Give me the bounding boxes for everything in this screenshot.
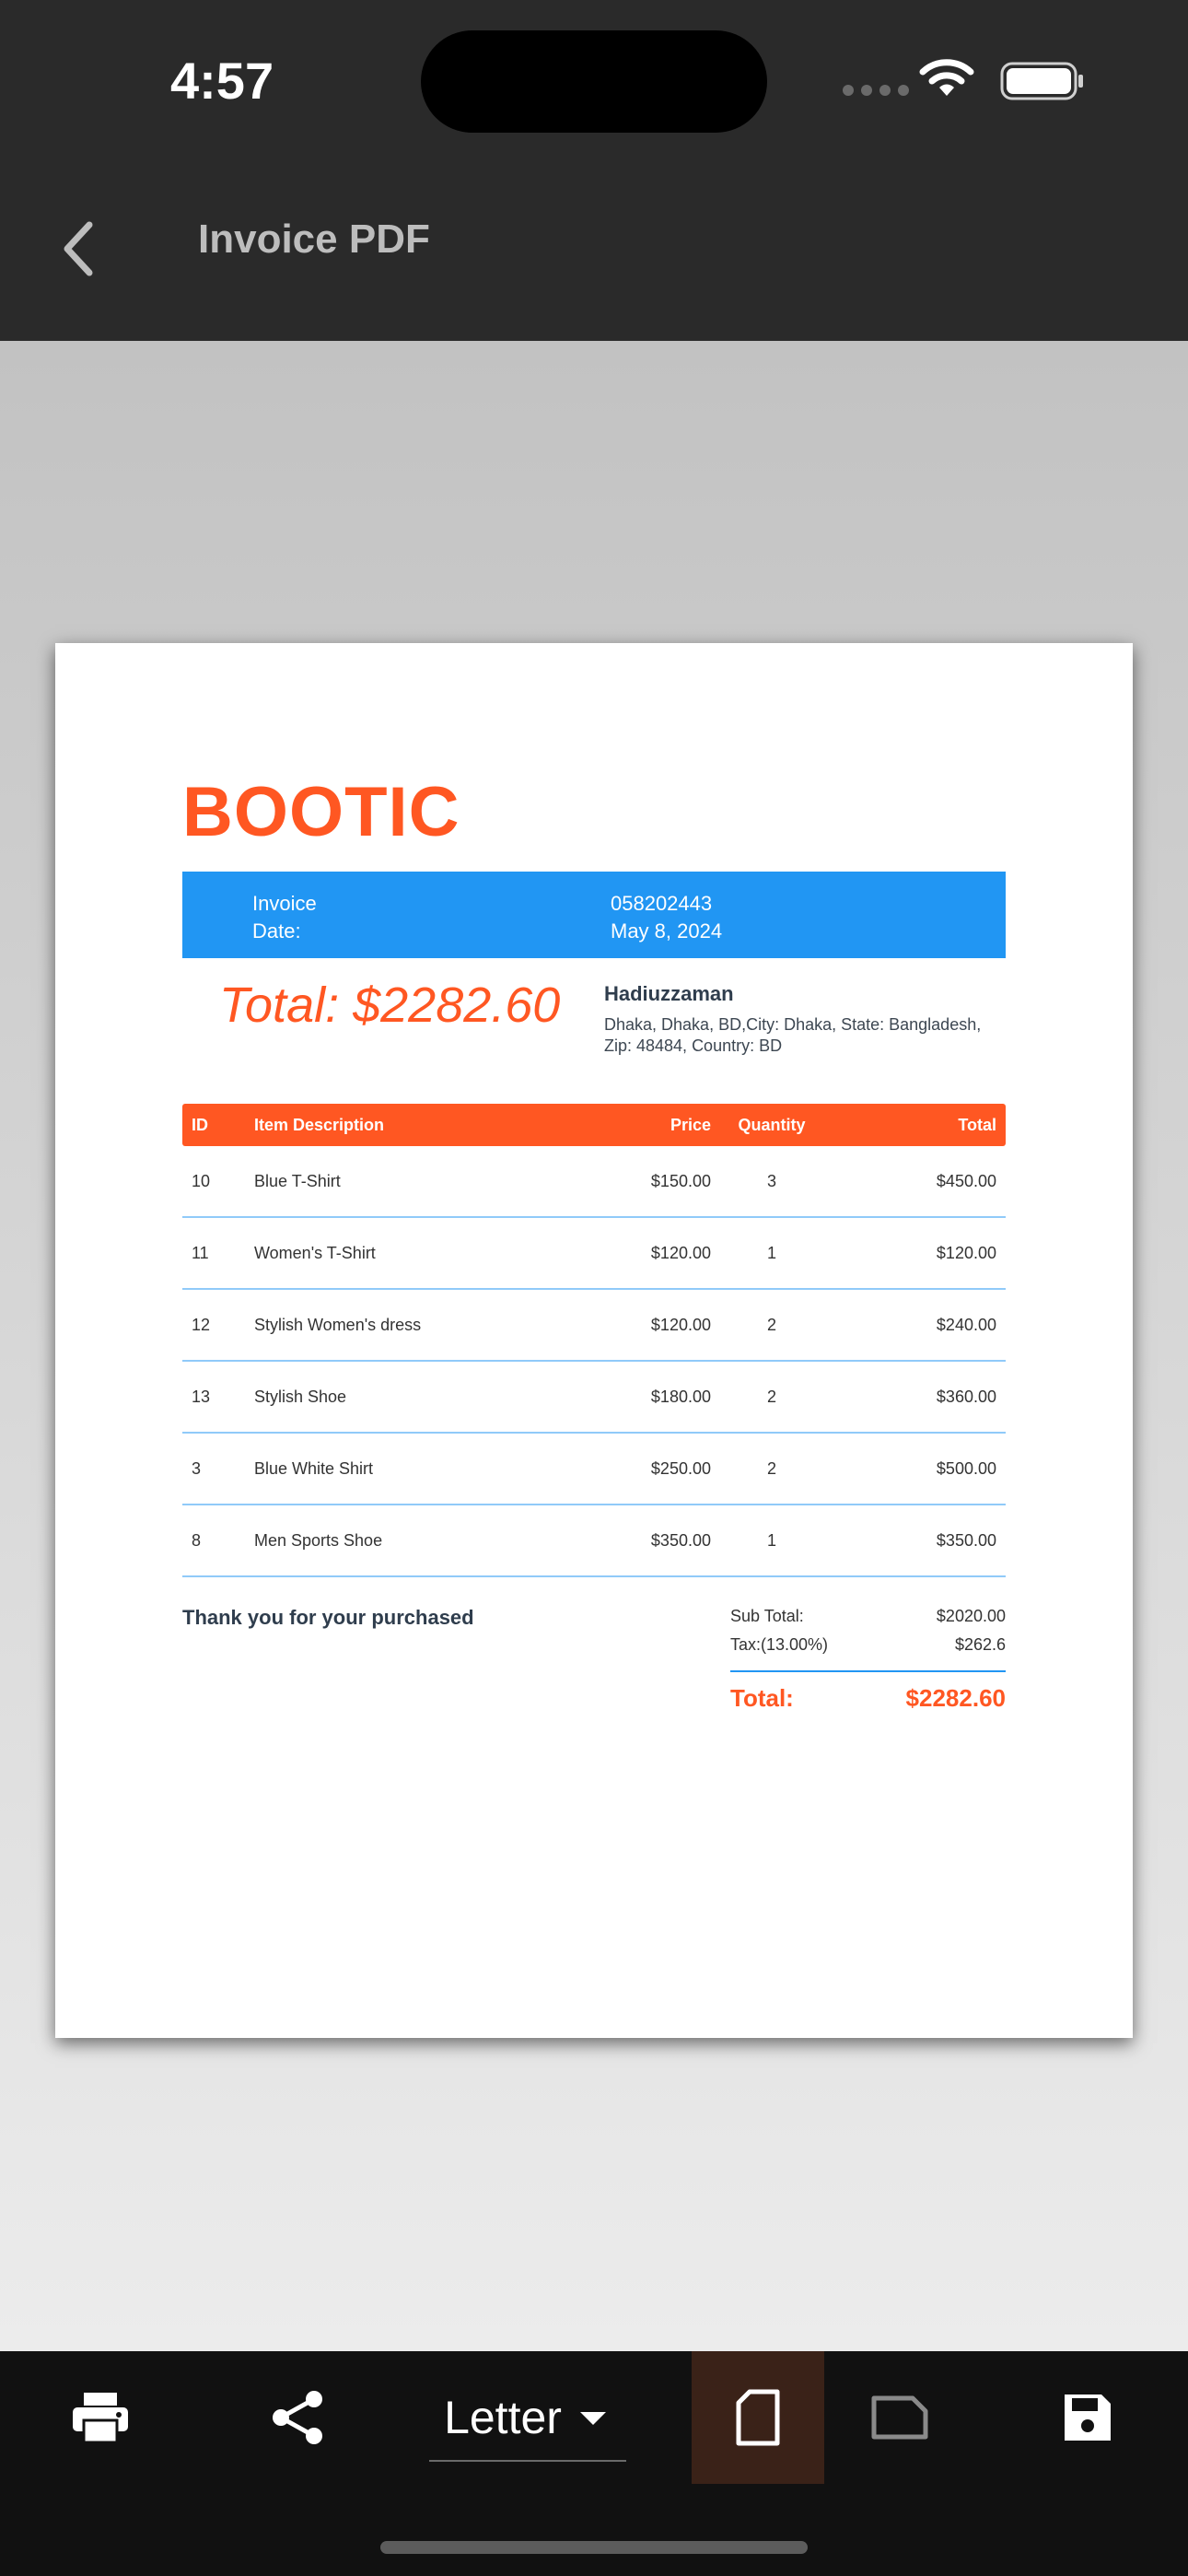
row-total: $240.00 (936, 1315, 996, 1334)
row-quantity: 2 (766, 1387, 776, 1406)
chevron-down-icon (575, 2408, 611, 2427)
format-underline (429, 2460, 626, 2462)
row-total: $360.00 (936, 1387, 996, 1406)
row-id: 10 (192, 1171, 211, 1190)
row-description: Stylish Women's dress (254, 1315, 422, 1334)
row-total: $120.00 (936, 1243, 996, 1262)
row-id: 11 (192, 1243, 209, 1262)
header-total: Total (958, 1115, 996, 1134)
battery-icon (1000, 62, 1085, 100)
row-id: 3 (192, 1458, 202, 1478)
row-description: Stylish Shoe (254, 1387, 347, 1406)
row-description: Blue White Shirt (254, 1458, 374, 1478)
grand-total-value: $2282.60 (905, 1684, 1006, 1712)
invoice-number: 058202443 (611, 892, 713, 915)
subtotal-label: Sub Total: (730, 1607, 804, 1625)
tax-label: Tax:(13.00%) (730, 1635, 829, 1654)
table-row (182, 1362, 1006, 1434)
items-table (182, 1104, 1006, 1577)
header-id: ID (192, 1115, 208, 1134)
invoice-info-band (182, 872, 1006, 958)
table-row (182, 1434, 1006, 1505)
page-format-value: Letter (444, 2392, 562, 2443)
row-quantity: 1 (766, 1530, 776, 1550)
chevron-left-icon (60, 219, 97, 278)
table-row (182, 1146, 1006, 1218)
row-price: $350.00 (650, 1530, 711, 1550)
table-row (182, 1218, 1006, 1290)
cellular-signal-icon (843, 85, 909, 96)
pdf-page (55, 643, 1133, 2038)
grand-total-label: Total: (730, 1684, 794, 1712)
customer-name: Hadiuzzaman (604, 982, 734, 1005)
invoice-label: Invoice (252, 892, 317, 915)
pdf-toolbar (0, 2351, 1188, 2576)
invoice-values (611, 890, 722, 945)
row-quantity: 3 (766, 1171, 776, 1190)
back-button[interactable] (46, 207, 111, 290)
status-time: 4:57 (170, 52, 274, 110)
print-button[interactable] (48, 2351, 153, 2484)
printer-icon (71, 2391, 130, 2444)
landscape-button[interactable] (833, 2351, 966, 2484)
row-price: $120.00 (650, 1315, 711, 1334)
save-button[interactable] (1035, 2351, 1140, 2484)
invoice-labels (252, 890, 317, 945)
row-quantity: 2 (766, 1458, 776, 1478)
share-button[interactable] (245, 2351, 350, 2484)
table-header (182, 1104, 1006, 1146)
app-bar (0, 157, 1188, 341)
status-bar (0, 0, 1188, 157)
portrait-page-icon (735, 2389, 781, 2446)
dynamic-island (421, 30, 767, 133)
total-headline: Total: $2282.60 (219, 978, 561, 1033)
share-icon (270, 2389, 325, 2446)
page-format-dropdown[interactable] (429, 2351, 626, 2484)
table-row (182, 1505, 1006, 1577)
date-label: Date: (252, 919, 301, 943)
row-quantity: 1 (766, 1243, 776, 1262)
invoice-date: May 8, 2024 (611, 919, 723, 943)
wifi-icon (919, 57, 974, 98)
row-price: $180.00 (650, 1387, 711, 1406)
row-id: 12 (192, 1315, 211, 1334)
home-indicator (380, 2541, 808, 2554)
row-description: Blue T-Shirt (254, 1171, 341, 1190)
row-price: $120.00 (650, 1243, 711, 1262)
row-quantity: 2 (766, 1315, 776, 1334)
portrait-button[interactable] (692, 2351, 824, 2484)
tax-value: $262.6 (954, 1635, 1006, 1654)
header-description: Item Description (254, 1115, 385, 1134)
row-price: $250.00 (650, 1458, 711, 1478)
row-total: $350.00 (936, 1530, 996, 1550)
row-id: 13 (192, 1387, 211, 1406)
header-quantity: Quantity (738, 1115, 806, 1134)
landscape-page-icon (870, 2395, 929, 2441)
row-id: 8 (192, 1530, 202, 1550)
page-title: Invoice PDF (198, 217, 430, 262)
thank-you-note: Thank you for your purchased (182, 1606, 474, 1629)
row-total: $450.00 (936, 1171, 996, 1190)
subtotal-value: $2020.00 (936, 1607, 1006, 1625)
row-price: $150.00 (650, 1171, 711, 1190)
row-description: Men Sports Shoe (254, 1530, 383, 1550)
customer-address: Dhaka, Dhaka, BD,City: Dhaka, State: Bangladesh, Zip: 48484, Country: BD (604, 1015, 982, 1055)
row-description: Women's T-Shirt (254, 1243, 376, 1262)
row-total: $500.00 (936, 1458, 996, 1478)
table-row (182, 1290, 1006, 1362)
save-icon (1061, 2391, 1114, 2444)
brand-name: BOOTIC (182, 773, 460, 851)
header-price: Price (670, 1115, 711, 1134)
summary-divider (730, 1670, 1006, 1672)
